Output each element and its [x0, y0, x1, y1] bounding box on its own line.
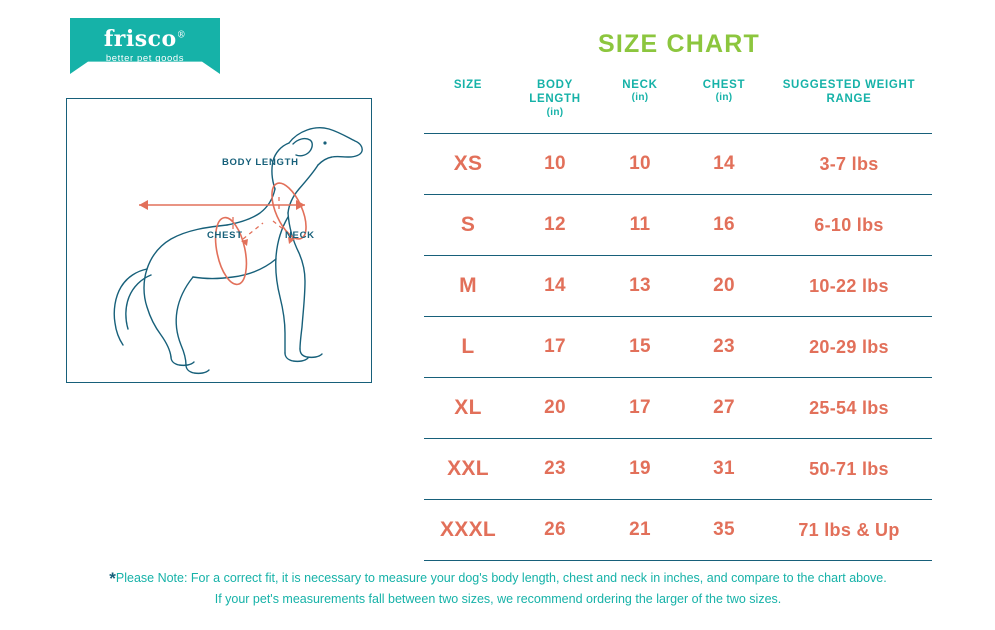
- cell-chest: 31: [682, 439, 766, 500]
- size-chart-table-wrapper: [424, 78, 932, 561]
- cell-weight: 6-10 lbs: [766, 195, 932, 256]
- brand-name: [70, 26, 220, 52]
- table-row: [424, 317, 932, 378]
- page-title: SIZE CHART: [598, 30, 760, 58]
- cell-weight: 10-22 lbs: [766, 256, 932, 317]
- table-header: [424, 78, 932, 134]
- cell-neck: 11: [598, 195, 682, 256]
- table-header-row: [424, 78, 932, 134]
- cell-body-length: 26: [512, 500, 598, 561]
- brand-logo: [70, 18, 220, 86]
- cell-size: M: [424, 256, 512, 317]
- cell-chest: 14: [682, 134, 766, 195]
- table-body: [424, 134, 932, 561]
- cell-neck: 19: [598, 439, 682, 500]
- footnote: [22, 568, 974, 609]
- cell-size: XXXL: [424, 500, 512, 561]
- table-row: [424, 134, 932, 195]
- column-header-chest-unit: (in): [715, 92, 733, 104]
- cell-size: S: [424, 195, 512, 256]
- column-header-chest-label: CHEST: [702, 79, 746, 91]
- cell-weight: 71 lbs & Up: [766, 500, 932, 561]
- table-row: [424, 256, 932, 317]
- column-header-weight-label: SUGGESTED WEIGHT RANGE: [782, 79, 916, 106]
- cell-neck: 10: [598, 134, 682, 195]
- column-header-body-length: [512, 78, 598, 134]
- cell-chest: 23: [682, 317, 766, 378]
- label-neck: NECK: [285, 230, 315, 241]
- cell-weight: 50-71 lbs: [766, 439, 932, 500]
- measurement-diagram: [66, 98, 372, 383]
- footnote-line-2: If your pet's measurements fall between two sizes, we recommend ordering the larger of the two sizes.: [214, 591, 782, 606]
- column-header-neck-unit: (in): [631, 92, 649, 104]
- cell-size: XS: [424, 134, 512, 195]
- cell-weight: 3-7 lbs: [766, 134, 932, 195]
- cell-neck: 13: [598, 256, 682, 317]
- cell-neck: 17: [598, 378, 682, 439]
- cell-size: XXL: [424, 439, 512, 500]
- cell-chest: 27: [682, 378, 766, 439]
- brand-name-text: frisco: [103, 26, 177, 52]
- cell-chest: 20: [682, 256, 766, 317]
- table-row: [424, 439, 932, 500]
- cell-chest: 16: [682, 195, 766, 256]
- cell-size: L: [424, 317, 512, 378]
- size-chart-table: [424, 78, 932, 561]
- column-header-chest: [682, 78, 766, 134]
- dog-side-profile-illustration: [67, 99, 370, 381]
- cell-body-length: 20: [512, 378, 598, 439]
- column-header-neck-label: NECK: [622, 79, 658, 91]
- cell-chest: 35: [682, 500, 766, 561]
- column-header-size: [424, 78, 512, 134]
- cell-body-length: 23: [512, 439, 598, 500]
- cell-body-length: 14: [512, 256, 598, 317]
- cell-size: XL: [424, 378, 512, 439]
- cell-weight: 25-54 lbs: [766, 378, 932, 439]
- column-header-body-length-unit: (in): [546, 106, 564, 118]
- brand-tagline: better pet goods: [105, 53, 185, 64]
- table-row: [424, 500, 932, 561]
- column-header-neck: [598, 78, 682, 134]
- table-row: [424, 195, 932, 256]
- cell-body-length: 12: [512, 195, 598, 256]
- column-header-size-label: SIZE: [453, 79, 483, 91]
- registered-mark: ®: [176, 30, 187, 41]
- table-row: [424, 378, 932, 439]
- label-body-length: BODY LENGTH: [222, 157, 299, 168]
- footnote-asterisk: *: [109, 569, 116, 588]
- column-header-weight: [766, 78, 932, 134]
- cell-neck: 15: [598, 317, 682, 378]
- cell-body-length: 10: [512, 134, 598, 195]
- cell-neck: 21: [598, 500, 682, 561]
- footnote-line-1: Please Note: For a correct fit, it is necessary to measure your dog's body length, chest and neck in inches, and compare to the chart above.: [115, 571, 887, 585]
- label-chest: CHEST: [207, 230, 243, 241]
- cell-body-length: 17: [512, 317, 598, 378]
- column-header-body-length-label: BODY LENGTH: [529, 79, 581, 106]
- cell-weight: 20-29 lbs: [766, 317, 932, 378]
